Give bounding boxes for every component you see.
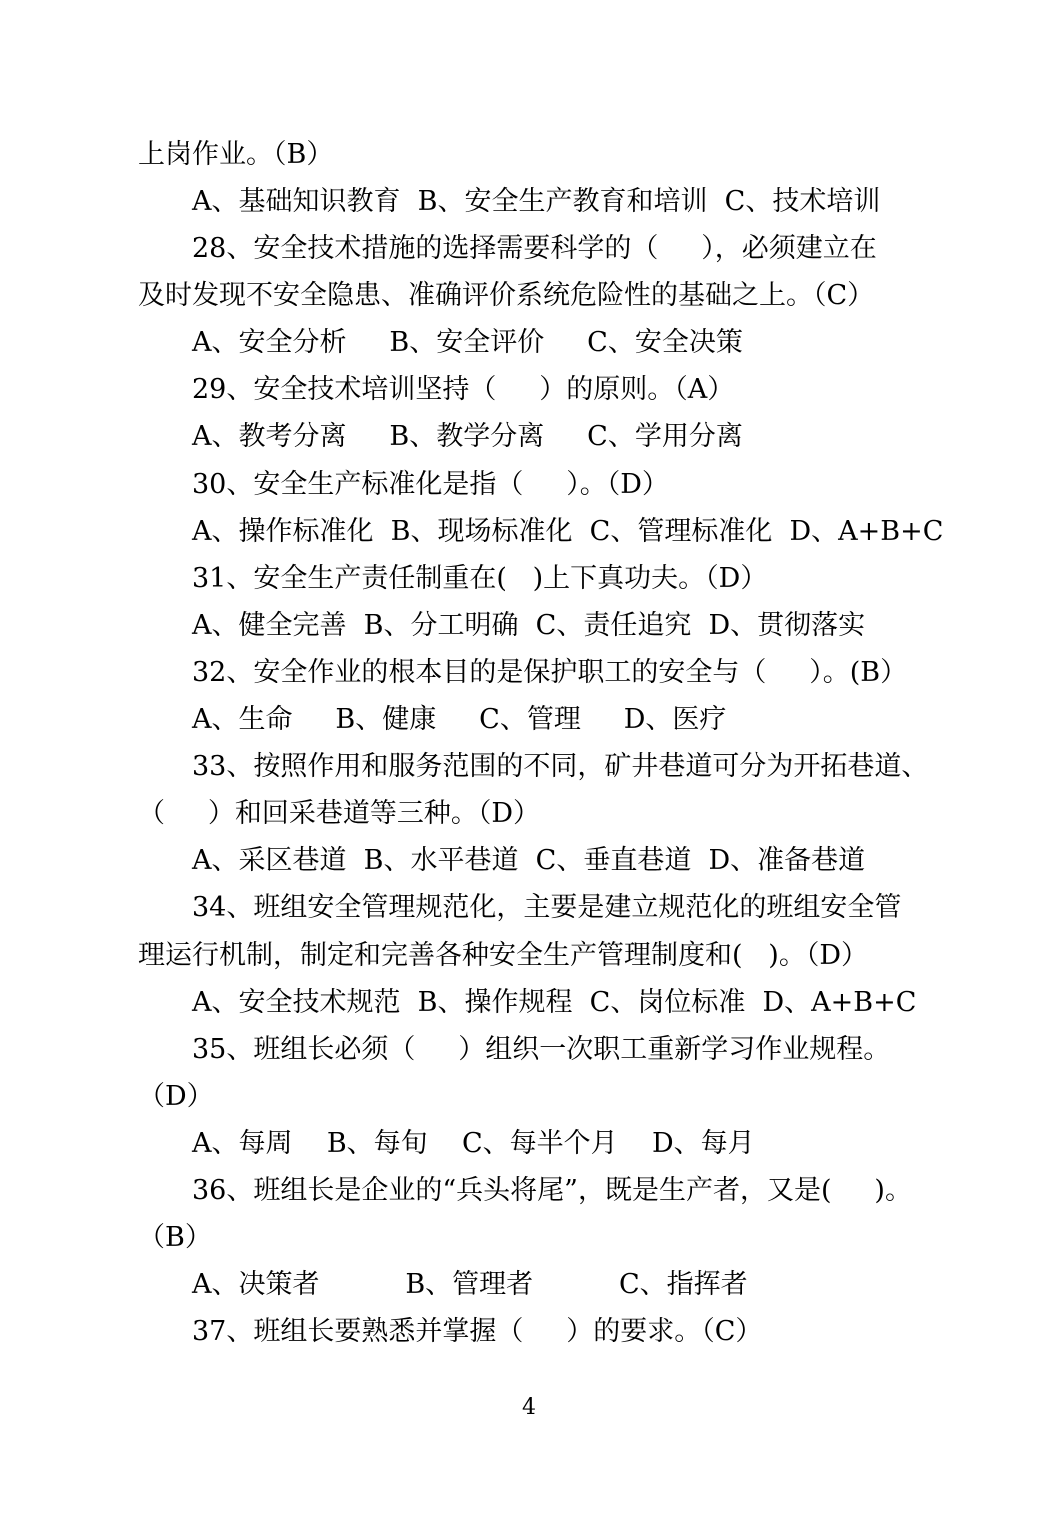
question-36-answer: （B） — [138, 1222, 212, 1253]
options-q36: A、决策者 B、管理者 C、指挥者 — [192, 1269, 748, 1300]
question-36-line-1: 36、班组长是企业的“兵头将尾”，既是生产者，又是( )。 — [192, 1175, 912, 1206]
question-33-line-2: （ ）和回采巷道等三种。（D） — [138, 798, 541, 829]
options-q32: A、生命 B、健康 C、管理 D、医疗 — [192, 704, 727, 735]
question-31: 31、安全生产责任制重在( )上下真功夫。（D） — [192, 563, 768, 594]
question-35-line-1: 35、班组长必须（ ）组织一次职工重新学习作业规程。 — [192, 1034, 891, 1065]
options-q27: A、基础知识教育 B、安全生产教育和培训 C、技术培训 — [192, 186, 881, 217]
question-34-line-2: 理运行机制，制定和完善各种安全生产管理制度和( )。（D） — [138, 940, 868, 971]
question-32: 32、安全作业的根本目的是保护职工的安全与（ ）。(B） — [192, 657, 908, 688]
question-35-answer: （D） — [138, 1081, 214, 1112]
options-q35: A、每周 B、每旬 C、每半个月 D、每月 — [192, 1128, 755, 1159]
options-q34: A、安全技术规范 B、操作规程 C、岗位标准 D、A+B+C — [192, 987, 917, 1018]
question-33-line-1: 33、按照作用和服务范围的不同，矿井巷道可分为开拓巷道、 — [192, 751, 929, 782]
page-number: 4 — [522, 1395, 536, 1420]
question-37: 37、班组长要熟悉并掌握（ ）的要求。（C） — [192, 1316, 763, 1347]
options-q30: A、操作标准化 B、现场标准化 C、管理标准化 D、A+B+C — [192, 516, 944, 547]
options-q28: A、安全分析 B、安全评价 C、安全决策 — [192, 327, 743, 358]
options-q29: A、教考分离 B、教学分离 C、学用分离 — [192, 421, 743, 452]
question-34-line-1: 34、班组安全管理规范化，主要是建立规范化的班组安全管 — [192, 892, 902, 923]
text-line-continuation: 上岗作业。（B） — [138, 139, 334, 170]
options-q31: A、健全完善 B、分工明确 C、责任追究 D、贯彻落实 — [192, 610, 866, 641]
options-q33: A、采区巷道 B、水平巷道 C、垂直巷道 D、准备巷道 — [192, 845, 866, 876]
question-29: 29、安全技术培训坚持（ ）的原则。（A） — [192, 374, 735, 405]
question-28-line-2: 及时发现不安全隐患、准确评价系统危险性的基础之上。（C） — [138, 280, 875, 311]
question-30: 30、安全生产标准化是指（ ）。（D） — [192, 469, 669, 500]
question-28-line-1: 28、安全技术措施的选择需要科学的（ ），必须建立在 — [192, 233, 877, 264]
